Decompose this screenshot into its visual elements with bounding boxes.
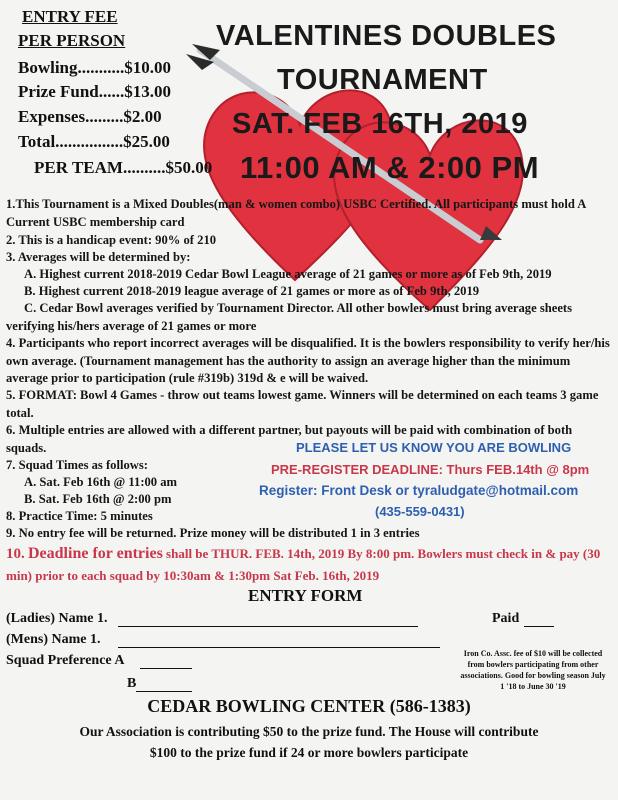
- promo-deadline: PRE-REGISTER DEADLINE: Thurs FEB.14th @ 8pm: [271, 462, 590, 477]
- association-fee-note: Iron Co. Assc. fee of $10 will be collected from bowlers participating from other associations. Good for bowling season July 1 '18 to June 30 '19: [460, 649, 606, 691]
- squad-a-field[interactable]: [140, 668, 192, 669]
- rule-10-number: 10.: [6, 546, 25, 562]
- rule-2: 2. This is a handicap event: 90% of 210: [6, 233, 217, 247]
- entry-fee-header: ENTRY FEE: [22, 7, 118, 26]
- promo-register: Register: Front Desk or tyraludgate@hotmail.com: [259, 483, 579, 498]
- rule-6: 6. Multiple entries are allowed with a different partner, but payouts will be paid with combination of both squads.: [6, 423, 573, 455]
- bowling-center-name: CEDAR BOWLING CENTER (586-1383): [147, 696, 471, 716]
- ladies-name-field[interactable]: [118, 626, 418, 627]
- rule-10-heading: Deadline for entries: [28, 545, 163, 562]
- rule-9: 9. No entry fee will be returned. Prize money will be distributed 1 in 3 entries: [6, 526, 420, 540]
- promo-phone: (435-559-0431): [375, 504, 465, 519]
- squad-preference-label: Squad Preference A: [6, 653, 125, 668]
- footer-line-2: $100 to the prize fund if 24 or more bowlers participate: [149, 745, 469, 760]
- rule-4: 4. Participants who report incorrect averages will be disqualified. It is the bowlers responsibility to verify her/his own average. (Tournament management has the authority to assign an average higher than the minimum average prior to participation (rule #319b) 319d & e will be waived.: [6, 336, 610, 385]
- paid-label: Paid: [492, 611, 520, 626]
- rule-3a: A. Highest current 2018-2019 Cedar Bowl League average of 21 games or more as of Feb 9th, 2019: [24, 267, 552, 281]
- rule-10: [6, 543, 610, 586]
- title-line-2: TOURNAMENT: [277, 64, 488, 96]
- title-line-1: VALENTINES DOUBLES: [216, 20, 557, 52]
- mens-name-field[interactable]: [118, 647, 440, 648]
- rule-10-text: shall be THUR. FEB. 14th, 2019 By 8:00 pm. Bowlers must check in & pay (30 min) prior to each squad by 10:30am & 1:30pm Sat Feb. 16th, 2019: [6, 546, 601, 583]
- paid-field[interactable]: [524, 626, 554, 627]
- fee-total: Total................$25.00: [18, 132, 170, 151]
- rule-5: 5. FORMAT: Bowl 4 Games - throw out teams lowest game. Winners will be determined on each teams 3 game total.: [6, 388, 599, 420]
- rule-8: 8. Practice Time: 5 minutes: [6, 509, 153, 523]
- rule-3c: C. Cedar Bowl averages verified by Tournament Director. All other bowlers must bring average sheets verifying his/hers average of 21 games or more: [6, 301, 573, 333]
- title-line-4: 11:00 AM & 2:00 PM: [240, 150, 540, 185]
- promo-line-1: PLEASE LET US KNOW YOU ARE BOWLING: [296, 440, 572, 455]
- fee-prize-fund: Prize Fund......$13.00: [18, 82, 171, 101]
- mens-name-label: (Mens) Name 1.: [6, 632, 101, 647]
- rule-1: 1.This Tournament is a Mixed Doubles(man & women combo) USBC Certified. All participants must hold A Current USBC membership card: [6, 197, 586, 229]
- fee-expenses: Expenses.........$2.00: [18, 107, 162, 126]
- per-person-header: PER PERSON: [18, 31, 126, 50]
- fee-bowling: Bowling...........$10.00: [18, 58, 172, 77]
- footer-line-1: Our Association is contributing $50 to the prize fund. The House will contribute: [79, 724, 539, 739]
- squad-b-label: B: [127, 676, 137, 691]
- ladies-name-label: (Ladies) Name 1.: [6, 611, 108, 626]
- rule-7b: B. Sat. Feb 16th @ 2:00 pm: [24, 492, 172, 506]
- rule-7a: A. Sat. Feb 16th @ 11:00 am: [24, 475, 178, 489]
- squad-b-field[interactable]: [136, 691, 192, 692]
- fee-per-team: PER TEAM..........$50.00: [34, 158, 213, 177]
- rule-3b: B. Highest current 2018-2019 league average of 21 games or more as of Feb 9th, 2019: [24, 284, 480, 298]
- rule-7: 7. Squad Times as follows:: [6, 458, 148, 472]
- entry-form-title: ENTRY FORM: [248, 586, 363, 605]
- title-line-3: SAT. FEB 16TH, 2019: [232, 108, 528, 140]
- rule-3: 3. Averages will be determined by:: [6, 250, 191, 264]
